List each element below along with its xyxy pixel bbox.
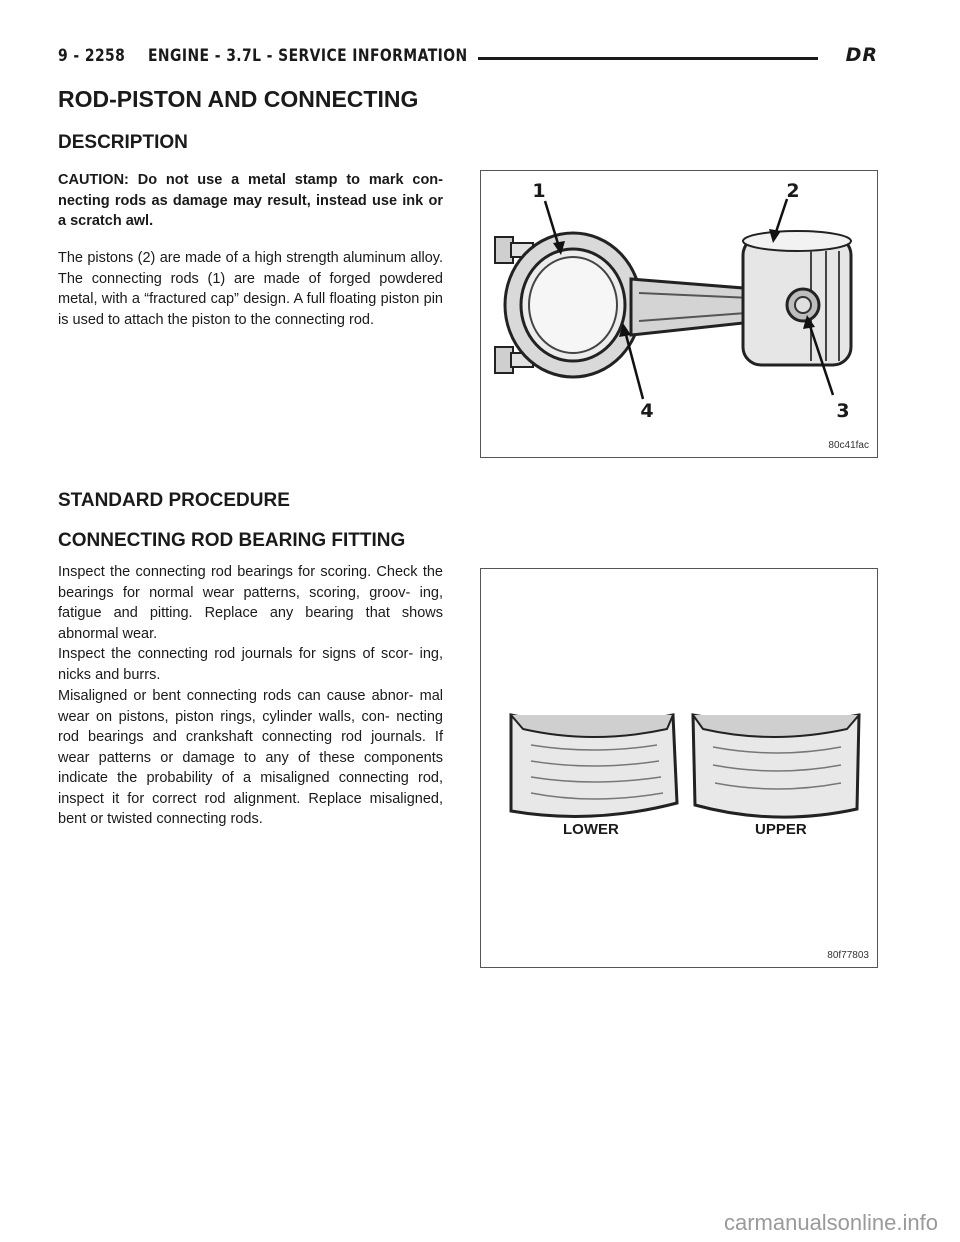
piston-rod-illustration bbox=[481, 171, 877, 457]
page-title: ROD-PISTON AND CONNECTING bbox=[58, 86, 419, 112]
label-lower: LOWER bbox=[563, 821, 619, 838]
figure-bearings bbox=[480, 568, 878, 968]
figure-code: 80f77803 bbox=[827, 950, 869, 961]
page-number: 9 - 2258 bbox=[58, 46, 126, 66]
description-heading: DESCRIPTION bbox=[58, 132, 188, 153]
brand-mark: DR bbox=[845, 44, 878, 66]
header-title: ENGINE - 3.7L - SERVICE INFORMATION bbox=[148, 46, 468, 66]
page-header bbox=[58, 46, 878, 72]
figure-code: 80c41fac bbox=[828, 440, 869, 451]
figure-piston-rod bbox=[480, 170, 878, 458]
bearing-fitting-heading: CONNECTING ROD BEARING FITTING bbox=[58, 530, 406, 551]
callout-1: 1 bbox=[532, 180, 546, 202]
header-rule bbox=[478, 57, 818, 60]
watermark: carmanualsonline.info bbox=[723, 1210, 938, 1235]
standard-procedure-heading: STANDARD PROCEDURE bbox=[58, 490, 290, 511]
caution-text: CAUTION: Do not use a metal stamp to mark con- necting rods as damage may result, instead use ink or a scratch awl. bbox=[58, 172, 443, 229]
callout-4: 4 bbox=[640, 400, 654, 422]
callout-2: 2 bbox=[786, 180, 800, 202]
procedure-paragraph-2: Inspect the connecting rod journals for signs of scor- ing, nicks and burrs. bbox=[58, 646, 443, 683]
label-upper: UPPER bbox=[755, 821, 807, 838]
description-body: The pistons (2) are made of a high strength aluminum alloy. The connecting rods (1) are made of forged powdered metal, with a “fractured cap” design. A full floating piston pin is used to attach the piston to the connecting rod. bbox=[58, 250, 443, 328]
procedure-paragraph-3: Misaligned or bent connecting rods can cause abnor- mal wear on pistons, piston rings, cylinder walls, con- necting rod bearings and crankshaft connecting rod journals. If wear patterns or damage to any of these components indicate the probability of a misaligned connecting rod, inspect it for correct rod alignment. Replace misaligned, bent or twisted connecting rods. bbox=[58, 688, 443, 827]
bearing-illustration bbox=[481, 569, 877, 967]
procedure-paragraph-1: Inspect the connecting rod bearings for scoring. Check the bearings for normal wear patterns, scoring, groov- ing, fatigue and pitting. Replace any bearing that shows abnormal wear. bbox=[58, 564, 443, 642]
callout-3: 3 bbox=[836, 400, 850, 422]
